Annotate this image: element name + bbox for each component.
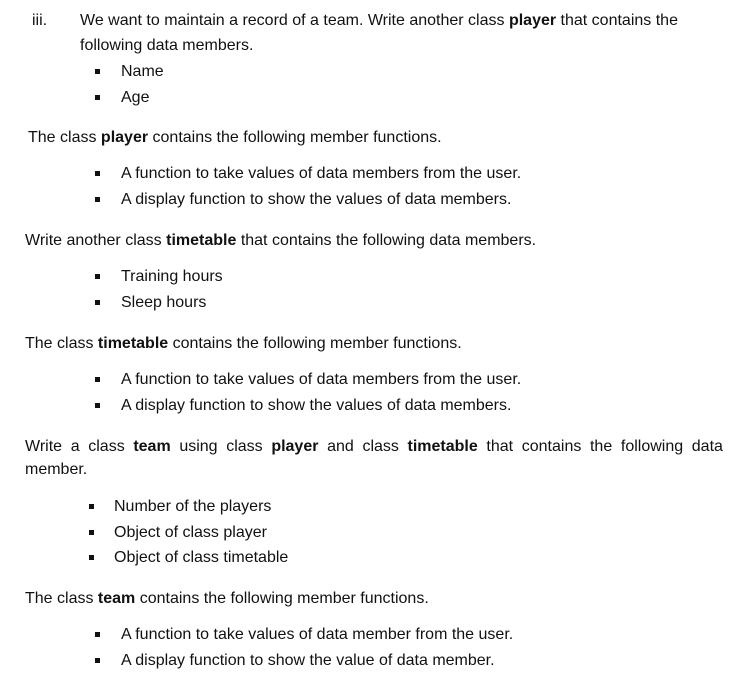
word: the	[589, 438, 613, 455]
team-member-item: Object of class timetable	[114, 549, 289, 566]
bullet-icon	[95, 95, 100, 100]
team-member-item: Object of class player	[114, 524, 267, 541]
word: class	[362, 438, 399, 455]
heading-post: that contains the following data members.	[240, 232, 537, 249]
intro-text-pre: We want to maintain a record of a team. Write another class	[80, 12, 505, 29]
word: data	[691, 438, 723, 455]
player-class-name: player	[271, 438, 319, 455]
bullet-icon	[95, 274, 100, 279]
team-member-item: Number of the players	[114, 498, 272, 515]
question-number: iii.	[32, 12, 48, 29]
team-class-name: team	[133, 438, 171, 455]
word: and	[327, 438, 354, 455]
team-heading-line-2: member.	[25, 461, 88, 478]
timetable-function-item: A function to take values of data members from the user.	[121, 371, 522, 388]
word: class	[88, 438, 125, 455]
word: class	[226, 438, 263, 455]
team-heading-line-1	[25, 436, 723, 458]
heading-post: contains the following member functions.	[152, 129, 442, 146]
timetable-class-name: timetable	[407, 438, 478, 455]
bullet-icon	[95, 658, 100, 663]
bullet-icon	[95, 403, 100, 408]
player-functions-heading	[28, 127, 442, 149]
heading-class-name: timetable	[166, 232, 237, 249]
timetable-heading	[25, 230, 536, 252]
bullet-icon	[89, 555, 94, 560]
bullet-icon	[95, 632, 100, 637]
heading-class-name: player	[100, 129, 149, 146]
word: that	[486, 438, 514, 455]
heading-pre: Write another class	[25, 232, 162, 249]
team-functions-heading	[25, 588, 429, 610]
heading-pre: The class	[25, 590, 94, 607]
bullet-icon	[89, 530, 94, 535]
intro-line-1	[80, 10, 678, 32]
timetable-member-item: Training hours	[121, 268, 223, 285]
timetable-member-item: Sleep hours	[121, 294, 207, 311]
bullet-icon	[95, 171, 100, 176]
bullet-icon	[89, 504, 94, 509]
intro-line-2: following data members.	[80, 37, 254, 54]
word: a	[70, 438, 80, 455]
timetable-functions-heading	[25, 333, 462, 355]
player-member-item: Age	[121, 89, 150, 106]
heading-pre: The class	[28, 129, 97, 146]
word: Write	[25, 438, 63, 455]
heading-class-name: timetable	[97, 335, 169, 352]
heading-pre: The class	[25, 335, 94, 352]
heading-class-name: team	[97, 590, 136, 607]
intro-text-post: that contains the	[560, 12, 678, 29]
heading-post: contains the following member functions.	[139, 590, 429, 607]
word: using	[179, 438, 218, 455]
player-member-item: Name	[121, 63, 164, 80]
heading-post: contains the following member functions.	[172, 335, 462, 352]
word: following	[620, 438, 684, 455]
intro-class-name: player	[508, 12, 557, 29]
bullet-icon	[95, 300, 100, 305]
word: contains	[521, 438, 582, 455]
bullet-icon	[95, 197, 100, 202]
team-function-item: A display function to show the value of data member.	[121, 652, 495, 669]
bullet-icon	[95, 69, 100, 74]
player-function-item: A function to take values of data members from the user.	[121, 165, 522, 182]
player-function-item: A display function to show the values of data members.	[121, 191, 512, 208]
timetable-function-item: A display function to show the values of data members.	[121, 397, 512, 414]
team-function-item: A function to take values of data member from the user.	[121, 626, 514, 643]
bullet-icon	[95, 377, 100, 382]
